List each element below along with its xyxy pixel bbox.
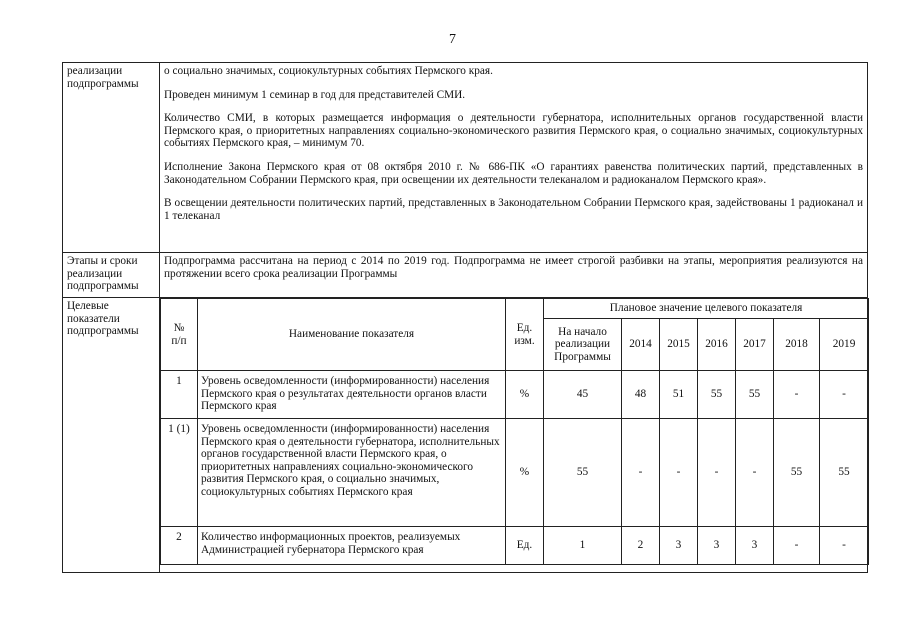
row-value: 48 — [622, 371, 660, 419]
header-row — [161, 299, 869, 319]
header-name: Наименование показателя — [198, 299, 506, 371]
row-value: - — [736, 419, 774, 527]
row-num: 1 (1) — [161, 419, 198, 527]
header-planned: Плановое значение целевого показателя — [544, 299, 869, 319]
row-targets — [63, 298, 868, 573]
row-value: 55 — [736, 371, 774, 419]
row-num: 1 — [161, 371, 198, 419]
row-value: 3 — [660, 527, 698, 565]
passport-table — [62, 62, 868, 573]
row-value: - — [660, 419, 698, 527]
row-value: 2 — [622, 527, 660, 565]
row-label-stages: Этапы и сроки реализации подпрограммы — [63, 253, 160, 298]
paragraph: Исполнение Закона Пермского края от 08 октября 2010 г. № 686-ПК «О гарантиях равенства политических партий, представленных в Законодательном Собрании Пермского края, при освещении их деятельности телеканалом и радиоканалом Пермского края». — [164, 160, 863, 186]
paragraph: Количество СМИ, в которых размещается информация о деятельности губернатора, исполнительных органов государственной власти Пермского края, о приоритетных направлениях социально-экономического развития Пермского края, о социально значимых, социокультурных событиях Пермского края, – минимум 70. — [164, 112, 863, 150]
header-year: 2017 — [736, 319, 774, 371]
header-year: 2019 — [820, 319, 869, 371]
row-stages — [63, 253, 868, 298]
row-label-realization: реализации подпрограммы — [63, 63, 160, 253]
row-value: 3 — [736, 527, 774, 565]
header-year: 2018 — [774, 319, 820, 371]
row-name: Уровень осведомленности (информированности) населения Пермского края о результатах деятельности органов власти Пермского края — [198, 371, 506, 419]
row-num: 2 — [161, 527, 198, 565]
row-realization — [63, 63, 868, 253]
table-row — [161, 419, 869, 527]
realization-content — [160, 63, 868, 253]
row-unit: % — [506, 371, 544, 419]
row-value: - — [698, 419, 736, 527]
row-label-targets: Целевые показатели подпрограммы — [63, 298, 160, 573]
row-value: - — [774, 527, 820, 565]
row-value: 55 — [820, 419, 869, 527]
stages-content — [160, 253, 868, 298]
header-year: 2016 — [698, 319, 736, 371]
paragraph: Подпрограмма рассчитана на период с 2014 по 2019 год. Подпрограмма не имеет строгой разбивки на этапы, мероприятия реализуются на протяжении всего срока реализации Программы — [164, 255, 863, 280]
row-start: 1 — [544, 527, 622, 565]
header-year: 2014 — [622, 319, 660, 371]
row-value: - — [622, 419, 660, 527]
indicators-table — [160, 298, 869, 565]
row-value: - — [820, 527, 869, 565]
header-unit: Ед. изм. — [506, 299, 544, 371]
row-unit: Ед. — [506, 527, 544, 565]
header-start: На начало реализации Программы — [544, 319, 622, 371]
row-name: Уровень осведомленности (информированности) населения Пермского края о деятельности губернатора, исполнительных органов государственной власти Пермского края, о приоритетных направлениях социально-экономического развития Пермского края, о социально значимых, социокультурных событиях Пермского края — [198, 419, 506, 527]
paragraph: о социально значимых, социокультурных событиях Пермского края. — [164, 65, 493, 77]
paragraph: В освещении деятельности политических партий, представленных в Законодательном Собрании Пермского края, задействованы 1 радиоканал и 1 телеканал — [164, 197, 863, 222]
targets-content — [160, 298, 868, 573]
row-name: Количество информационных проектов, реализуемых Администрацией губернатора Пермского края — [198, 527, 506, 565]
row-value: - — [820, 371, 869, 419]
row-value: 51 — [660, 371, 698, 419]
table-row — [161, 371, 869, 419]
row-start: 45 — [544, 371, 622, 419]
row-value: 55 — [698, 371, 736, 419]
row-value: 3 — [698, 527, 736, 565]
row-value: - — [774, 371, 820, 419]
row-start: 55 — [544, 419, 622, 527]
row-unit: % — [506, 419, 544, 527]
paragraph: Проведен минимум 1 семинар в год для представителей СМИ. — [164, 88, 466, 101]
row-value: 55 — [774, 419, 820, 527]
page-number: 7 — [449, 32, 456, 47]
header-num: № п/п — [161, 299, 198, 371]
header-year: 2015 — [660, 319, 698, 371]
table-row — [161, 527, 869, 565]
